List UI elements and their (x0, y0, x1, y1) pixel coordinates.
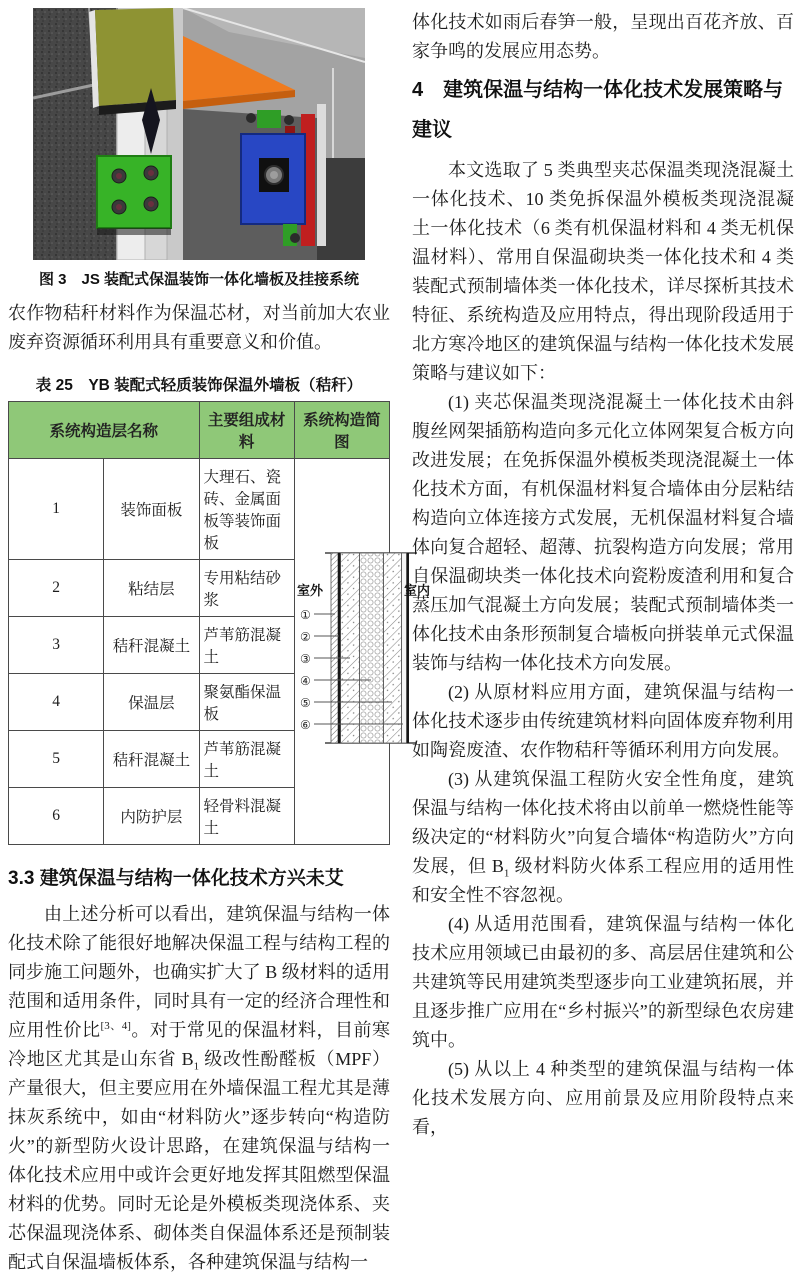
row-number: 1 (9, 459, 104, 560)
green-clip (257, 110, 281, 128)
b1-subscript: 1 (503, 867, 510, 880)
layer-material: 芦苇筋混凝土 (199, 731, 294, 788)
left-column (8, 8, 430, 1277)
item-3-text: (3) 从建筑保温工程防火安全性角度，建筑保温与结构一体化技术将由以前单一燃烧性能等级决定的“材料防火”向复合墙体“构造防火”方向发展，但 B (412, 769, 794, 876)
white-rail (317, 104, 326, 246)
wall-cross-section (297, 515, 431, 783)
paragraph-3-3 (8, 900, 390, 1277)
table-header-layer-name: 系统构造层名称 (9, 402, 200, 459)
callout-2: ② (299, 630, 311, 644)
table-header-material: 主要组成材料 (199, 402, 294, 459)
row-number: 2 (9, 560, 104, 617)
callout-3: ③ (299, 652, 311, 666)
wall-section-diagram (294, 459, 430, 845)
callout-1: ① (299, 608, 311, 622)
table-25-title: 表 25 YB 装配式轻质装饰保温外墙板（秸秆） (35, 377, 363, 394)
figure-3 (8, 8, 390, 299)
inner-face-line (406, 553, 408, 743)
layer-straw-concrete-outer (340, 553, 359, 743)
strategy-item-4: (4) 从适用范围看，建筑保温与结构一体化技术应用领域已由最初的多、高层居住建筑和公共建筑等民用建筑类型逐步向工业建筑拓展，并且逐步推广应用在“乡村振兴”的新型绿色农房建筑中。 (412, 914, 794, 1050)
layer-material: 聚氨酯保温板 (199, 674, 294, 731)
layer-name: 装饰面板 (104, 459, 199, 560)
citation-ref-3-4: [3、4] (100, 1020, 131, 1032)
table-row (9, 459, 390, 560)
wall-panel-3d-render (33, 8, 365, 260)
layer-name: 内防护层 (104, 788, 199, 845)
table-header-row (9, 402, 390, 459)
row-number: 6 (9, 788, 104, 845)
figure-3-caption: 图 3 JS 装配式保温装饰一体化墙板及挂接系统 (38, 271, 360, 288)
paragraph-continuation: 体化技术如雨后春笋一般，呈现出百花齐放、百家争鸣的发展应用态势。 (412, 12, 794, 61)
label-inside: 室内 (403, 584, 430, 599)
heading-4: 4 建筑保温与结构一体化技术发展策略与建议 (412, 79, 784, 141)
olive-insulation-panel (89, 8, 176, 115)
layer-material: 大理石、瓷砖、金属面板等装饰面板 (199, 459, 294, 560)
paragraph-straw-material: 农作物秸秆材料作为保温芯材，对当前加大农业废弃资源循环利用具有重要意义和价值。 (8, 303, 390, 352)
table-25 (8, 401, 430, 845)
row-number: 5 (9, 731, 104, 788)
green-bracket-plate (97, 156, 171, 235)
layer-name: 保温层 (104, 674, 199, 731)
callout-6: ⑥ (299, 718, 311, 732)
row-number: 4 (9, 674, 104, 731)
callout-5: ⑤ (299, 696, 311, 710)
heading-3-3: 3.3 建筑保温与结构一体化技术方兴未艾 (8, 868, 344, 889)
strategy-item-1: (1) 夹芯保温类现浇混凝土一体化技术由斜腹丝网架插筋构造向多元化立体网架复合板方向改进发展；在免拆保温外模板类现浇混凝土一体化技术方面，有机保温材料复合墙体由分层粘结构造向立体连接方式发展，无机保温材料复合墙体向复合超轻、超薄、抗裂构造方向发展；常用自保温砌块类一体化技术向瓷粉废渣利用和复合蒸压加气混凝土方向发展；装配式预制墙体类一体化技术由条形预制复合墙板向拼装单元式保温装饰与结构一体化技术方向发展。 (412, 392, 794, 673)
para-3-3-text: 。对于常见的保温材料，目前寒冷地区尤其是山东省 B (8, 1020, 391, 1069)
layer-straw-concrete-inner (383, 553, 401, 743)
layer-material: 专用粘结砂浆 (199, 560, 294, 617)
layer-material: 轻骨料混凝土 (199, 788, 294, 845)
para-3-3-text: 由上述分析可以看出，建筑保温与结构一体化技术除了能很好地解决保温工程与结构工程的同步施工问题外，也确实扩大了 B 级材料的适用范围和适用条件，同时具有一定的经济合理性和应用性价比 (8, 904, 390, 1040)
layer-inner-protective (401, 553, 406, 743)
strategy-item-5: (5) 从以上 4 种类型的建筑保温与结构一体化技术发展方向、应用前景及应用阶段特点来看， (412, 1059, 794, 1137)
table-header-diagram: 系统构造简图 (294, 402, 389, 459)
layer-insulation (359, 553, 383, 743)
strategy-item-3 (412, 765, 794, 910)
callout-numbers (300, 608, 311, 732)
right-column (412, 8, 794, 1277)
layer-name: 粘结层 (104, 560, 199, 617)
paragraph-intro: 本文选取了 5 类典型夹芯保温类现浇混凝土一体化技术、10 类免拆保温外模板类现浇混凝土一体化技术（6 类有机保温材料和 4 类无机保温材料）、常用自保温砌块类一体化技术和 4 类装配式预制墙体类一体化技术，详尽探析其技术特征、系统构造及应用特点，得出现阶段适用于北方寒冷地区的建筑保温与结构一体化技术发展策略与建议如下： (412, 160, 794, 383)
callout-4: ④ (299, 674, 311, 688)
para-3-3-text: 级改性酚醛板（MPF）产量很大，但主要应用在外墙保温工程尤其是薄抹灰系统中，如由“材料防火”逐步转向“构造防火”的新型防火设计思路，在建筑保温与结构一体化技术应用中或许会更好地发挥其阻燃型保温材料的优势。同时无论是外模板类现浇体系、夹芯保温现浇体系、砌体类自保温体系还是预制装配式自保温墙板体系，各种建筑保温与结构一 (8, 1049, 390, 1272)
wall-layers (331, 553, 409, 743)
layer-decor-panel (331, 553, 338, 743)
figure-3-image (33, 8, 365, 260)
layer-name: 秸秆混凝土 (104, 731, 199, 788)
layer-name: 秸秆混凝土 (104, 617, 199, 674)
label-outside: 室外 (296, 584, 323, 599)
item-3-text: 级材料防火体系工程应用的适用性和安全性不容忽视。 (412, 856, 795, 905)
row-number: 3 (9, 617, 104, 674)
b1-subscript: 1 (193, 1060, 200, 1073)
layer-material: 芦苇筋混凝土 (199, 617, 294, 674)
strategy-item-2: (2) 从原材料应用方面，建筑保温与结构一体化技术逐步由传统建筑材料向固体废弃物利用如陶瓷废渣、农作物秸秆等循环利用方向发展。 (412, 682, 794, 760)
